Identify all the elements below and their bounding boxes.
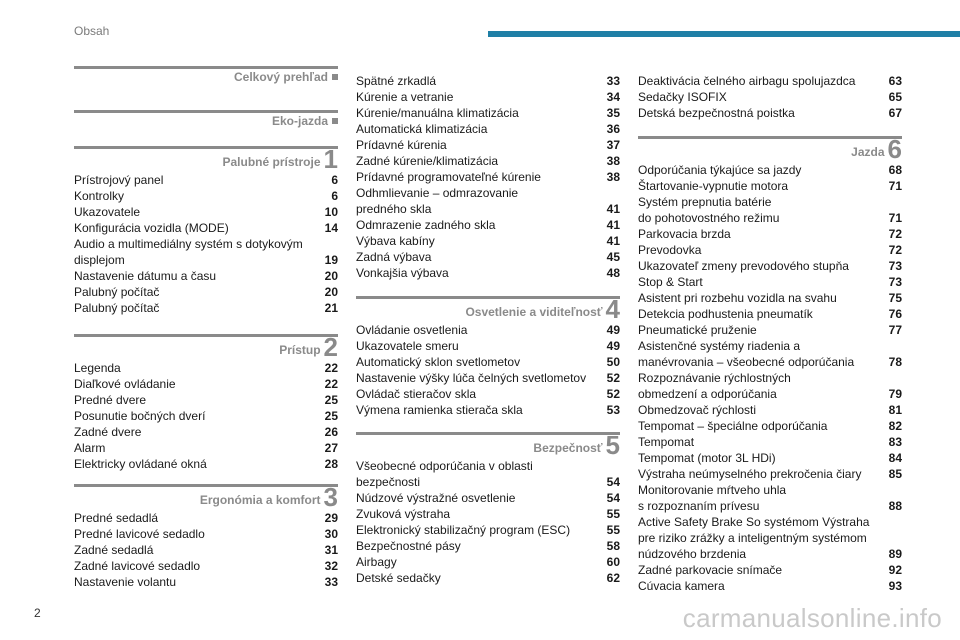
toc-entry-page: 65: [888, 90, 902, 104]
toc-entry-list: [356, 322, 620, 418]
toc-entry[interactable]: [638, 194, 902, 226]
toc-entry-page: 33: [606, 74, 620, 88]
toc-entry-label: Tempomat (motor 3L HDi): [638, 451, 776, 465]
toc-entry[interactable]: [74, 220, 338, 236]
toc-entry-page: 52: [606, 371, 620, 385]
toc-entry-label: Monitorovanie mŕtveho uhla s rozpoznaním prívesu: [638, 483, 787, 513]
toc-entry-label: Zadné lavicové sedadlo: [74, 559, 201, 573]
toc-entry-label: Spätné zrkadlá: [356, 74, 437, 88]
section-title: [465, 294, 620, 324]
toc-entry-page: 55: [606, 507, 620, 521]
toc-entry[interactable]: [356, 265, 620, 281]
toc-entry-page: 10: [324, 205, 338, 219]
toc-entry-page: 68: [888, 163, 902, 177]
toc-entry[interactable]: [638, 73, 902, 89]
toc-entry[interactable]: [356, 185, 620, 217]
section-heading: [74, 482, 338, 512]
toc-entry[interactable]: [74, 558, 338, 574]
toc-entry-page: 52: [606, 387, 620, 401]
toc-entry-page: 27: [324, 441, 338, 455]
section-number: 1: [323, 144, 338, 174]
toc-entry-label: Asistenčné systémy riadenia a manévrovania – všeobecné odporúčania: [638, 339, 855, 369]
toc-entry-label: Detská bezpečnostná poistka: [638, 106, 795, 120]
toc-entry-label: Zadné kúrenie/klimatizácia: [356, 154, 499, 168]
toc-entry[interactable]: [356, 506, 620, 522]
page-number: 2: [34, 606, 41, 620]
toc-entry-label: Konfigurácia vozidla (MODE): [74, 221, 229, 235]
toc-entry[interactable]: [74, 172, 338, 188]
toc-entry-page: 72: [888, 243, 902, 257]
toc-entry[interactable]: [356, 538, 620, 554]
toc-entry[interactable]: [74, 236, 338, 268]
toc-entry-label: Cúvacia kamera: [638, 579, 725, 593]
toc-entry[interactable]: [356, 570, 620, 586]
toc-entry[interactable]: [638, 434, 902, 450]
toc-entry-page: 28: [324, 457, 338, 471]
toc-entry[interactable]: [638, 178, 902, 194]
toc-entry-label: Audio a multimediálny systém s dotykovým displejom: [74, 237, 303, 267]
toc-entry-page: 78: [888, 355, 902, 369]
toc-entry[interactable]: [74, 204, 338, 220]
section-rule: [356, 296, 620, 299]
toc-entry[interactable]: [356, 554, 620, 570]
toc-entry-label: Odhmlievanie – odmrazovanie predného skla: [356, 186, 519, 216]
toc-entry-label: Odmrazenie zadného skla: [356, 218, 496, 232]
toc-entry-page: 49: [606, 339, 620, 353]
toc-entry-page: 22: [324, 361, 338, 375]
toc-entry[interactable]: [74, 456, 338, 472]
toc-entry[interactable]: [638, 338, 902, 370]
toc-entry-page: 67: [888, 106, 902, 120]
toc-entry-label: Tempomat: [638, 435, 695, 449]
toc-entry-page: 55: [606, 523, 620, 537]
toc-entry-page: 71: [888, 179, 902, 193]
section-number: 6: [887, 134, 902, 164]
toc-entry-label: Active Safety Brake So systémom Výstraha pre riziko zrážky a inteligentným systémom núdzového brzdenia: [638, 515, 870, 561]
toc-entry[interactable]: [356, 490, 620, 506]
toc-entry-label: Núdzové výstražné osvetlenie: [356, 491, 516, 505]
section-heading: [74, 332, 338, 362]
toc-entry[interactable]: [638, 226, 902, 242]
toc-entry[interactable]: [74, 300, 338, 316]
toc-entry[interactable]: [356, 522, 620, 538]
section-title: [272, 114, 338, 128]
toc-entry[interactable]: [356, 370, 620, 386]
toc-entry-page: 21: [324, 301, 338, 315]
toc-entry-page: 25: [324, 393, 338, 407]
toc-entry-label: Obmedzovač rýchlosti: [638, 403, 757, 417]
toc-entry[interactable]: [638, 450, 902, 466]
section-heading: [74, 144, 338, 174]
toc-entry-label: Ovládač stieračov skla: [356, 387, 477, 401]
toc-entry-page: 84: [888, 451, 902, 465]
section-heading: [74, 110, 338, 128]
toc-entry-label: Zadné parkovacie snímače: [638, 563, 783, 577]
toc-entry[interactable]: [638, 466, 902, 482]
toc-entry-page: 25: [324, 409, 338, 423]
toc-entry-label: Diaľkové ovládanie: [74, 377, 176, 391]
toc-entry-label: Elektricky ovládané okná: [74, 457, 207, 471]
toc-entry-page: 35: [606, 106, 620, 120]
toc-entry-page: 83: [888, 435, 902, 449]
toc-entry-label: Elektronický stabilizačný program (ESC): [356, 523, 571, 537]
toc-entry[interactable]: [638, 482, 902, 514]
toc-entry-label: Nastavenie výšky lúča čelných svetlometov: [356, 371, 587, 385]
section-title: [279, 332, 338, 362]
toc-entry[interactable]: [356, 121, 620, 137]
toc-entry-label: Legenda: [74, 361, 121, 375]
toc-entry-page: 37: [606, 138, 620, 152]
toc-entry-label: Nastavenie volantu: [74, 575, 177, 589]
toc-entry-page: 34: [606, 90, 620, 104]
section-title-text: Eko-jazda: [271, 114, 328, 128]
toc-entry[interactable]: [74, 268, 338, 284]
toc-entry[interactable]: [638, 162, 902, 178]
toc-entry-label: Tempomat – špeciálne odporúčania: [638, 419, 828, 433]
watermark: carmanualsonline.info: [682, 603, 942, 633]
toc-entry-list: [638, 73, 902, 121]
toc-entry[interactable]: [74, 542, 338, 558]
toc-entry[interactable]: [356, 249, 620, 265]
toc-entry-label: Pneumatické pruženie: [638, 323, 757, 337]
toc-entry-list: [74, 360, 338, 472]
toc-entry-list: [356, 458, 620, 586]
section-rule: [74, 66, 338, 69]
toc-entry-page: 73: [888, 275, 902, 289]
section-heading: [356, 294, 620, 324]
toc-entry[interactable]: [638, 258, 902, 274]
section-heading: [638, 134, 902, 164]
toc-entry[interactable]: [638, 105, 902, 121]
toc-entry[interactable]: [74, 360, 338, 376]
toc-entry[interactable]: [356, 322, 620, 338]
toc-entry-label: Ukazovatele smeru: [356, 339, 459, 353]
toc-entry-page: 54: [606, 475, 620, 489]
toc-entry-page: 89: [888, 547, 902, 561]
toc-entry[interactable]: [638, 89, 902, 105]
section-square-icon: [332, 118, 338, 124]
toc-entry-label: Odporúčania týkajúce sa jazdy: [638, 163, 802, 177]
toc-entry-page: 73: [888, 259, 902, 273]
toc-entry-label: Kontrolky: [74, 189, 125, 203]
toc-entry-label: Výstraha neúmyselného prekročenia čiary: [638, 467, 862, 481]
section-title-text: Prístup: [279, 343, 321, 357]
toc-entry-page: 29: [324, 511, 338, 525]
toc-entry-page: 41: [606, 202, 620, 216]
section-rule: [74, 484, 338, 487]
toc-entry-page: 92: [888, 563, 902, 577]
toc-entry-label: Posunutie bočných dverí: [74, 409, 206, 423]
section-title-text: Bezpečnosť: [533, 441, 603, 455]
toc-entry-label: Detské sedačky: [356, 571, 441, 585]
toc-entry-page: 19: [324, 253, 338, 267]
section-title: [851, 134, 902, 164]
toc-entry-list: [356, 73, 620, 281]
toc-entry[interactable]: [638, 274, 902, 290]
toc-entry-label: Zvuková výstraha: [356, 507, 451, 521]
toc-entry-page: 82: [888, 419, 902, 433]
page-header-title: Obsah: [74, 24, 110, 38]
toc-entry-page: 45: [606, 250, 620, 264]
toc-entry-label: Vonkajšia výbava: [356, 266, 449, 280]
toc-entry[interactable]: [356, 137, 620, 153]
toc-entry[interactable]: [356, 217, 620, 233]
toc-entry-page: 53: [606, 403, 620, 417]
toc-entry-label: Stop & Start: [638, 275, 703, 289]
toc-entry[interactable]: [356, 233, 620, 249]
toc-entry-label: Detekcia podhustenia pneumatík: [638, 307, 813, 321]
toc-entry[interactable]: [74, 408, 338, 424]
toc-entry[interactable]: [74, 510, 338, 526]
toc-entry[interactable]: [638, 562, 902, 578]
toc-entry[interactable]: [356, 89, 620, 105]
toc-entry-label: Všeobecné odporúčania v oblasti bezpečnosti: [356, 459, 533, 489]
section-heading: [74, 66, 338, 84]
toc-entry-page: 60: [606, 555, 620, 569]
section-number: 4: [605, 294, 620, 324]
toc-entry-page: 50: [606, 355, 620, 369]
section-title-text: Ergonómia a komfort: [199, 493, 321, 507]
toc-entry-page: 31: [324, 543, 338, 557]
toc-entry-page: 88: [888, 499, 902, 513]
toc-entry[interactable]: [356, 354, 620, 370]
toc-entry-page: 63: [888, 74, 902, 88]
toc-entry-page: 6: [331, 173, 338, 187]
section-title-text: Celkový prehľad: [234, 70, 328, 84]
toc-entry-page: 81: [888, 403, 902, 417]
toc-entry-label: Ukazovatele: [74, 205, 141, 219]
toc-entry-page: 79: [888, 387, 902, 401]
toc-entry-page: 38: [606, 154, 620, 168]
toc-entry[interactable]: [74, 440, 338, 456]
toc-entry-page: 77: [888, 323, 902, 337]
toc-entry-label: Výmena ramienka stierača skla: [356, 403, 523, 417]
toc-entry-page: 58: [606, 539, 620, 553]
toc-entry[interactable]: [74, 526, 338, 542]
toc-entry[interactable]: [74, 574, 338, 590]
toc-entry-label: Palubný počítač: [74, 285, 160, 299]
toc-entry-page: 14: [324, 221, 338, 235]
section-number: 5: [605, 430, 620, 460]
toc-entry-label: Prístrojový panel: [74, 173, 164, 187]
toc-entry[interactable]: [356, 105, 620, 121]
toc-entry-label: Ukazovateľ zmeny prevodového stupňa: [638, 259, 849, 273]
toc-entry[interactable]: [638, 402, 902, 418]
toc-entry-label: Airbagy: [356, 555, 397, 569]
toc-entry-label: Prídavné programovateľné kúrenie: [356, 170, 541, 184]
toc-entry-page: 20: [324, 269, 338, 283]
toc-entry-page: 6: [331, 189, 338, 203]
section-title: [234, 70, 338, 84]
toc-entry-label: Predné dvere: [74, 393, 147, 407]
toc-entry-page: 30: [324, 527, 338, 541]
toc-entry-label: Zadné dvere: [74, 425, 142, 439]
section-rule: [638, 136, 902, 139]
toc-entry[interactable]: [638, 322, 902, 338]
toc-entry-page: 85: [888, 467, 902, 481]
section-rule: [356, 432, 620, 435]
toc-entry[interactable]: [356, 402, 620, 418]
section-rule: [74, 110, 338, 113]
toc-entry-label: Kúrenie/manuálna klimatizácia: [356, 106, 519, 120]
toc-entry-page: 22: [324, 377, 338, 391]
toc-entry-page: 33: [324, 575, 338, 589]
toc-entry-page: 26: [324, 425, 338, 439]
section-rule: [74, 334, 338, 337]
section-square-icon: [332, 74, 338, 80]
toc-entry-label: Zadná výbava: [356, 250, 432, 264]
toc-entry[interactable]: [356, 458, 620, 490]
toc-entry-label: Prídavné kúrenia: [356, 138, 447, 152]
toc-entry-page: 72: [888, 227, 902, 241]
toc-entry[interactable]: [74, 188, 338, 204]
section-number: 2: [323, 332, 338, 362]
toc-entry[interactable]: [74, 284, 338, 300]
toc-entry-page: 48: [606, 266, 620, 280]
toc-entry-label: Ovládanie osvetlenia: [356, 323, 468, 337]
section-title: [199, 482, 338, 512]
toc-entry[interactable]: [356, 386, 620, 402]
toc-entry-page: 62: [606, 571, 620, 585]
header-accent-bar: [488, 31, 960, 37]
section-title-text: Jazda: [851, 145, 885, 159]
toc-entry-list: [74, 510, 338, 590]
toc-entry[interactable]: [638, 242, 902, 258]
toc-entry-page: 20: [324, 285, 338, 299]
toc-entry[interactable]: [638, 370, 902, 402]
toc-entry-page: 54: [606, 491, 620, 505]
toc-entry-label: Automatický sklon svetlometov: [356, 355, 521, 369]
section-title-text: Osvetlenie a viditeľnosť: [465, 305, 603, 319]
toc-entry[interactable]: [356, 338, 620, 354]
toc-entry-label: Asistent pri rozbehu vozidla na svahu: [638, 291, 837, 305]
toc-entry-label: Automatická klimatizácia: [356, 122, 488, 136]
toc-entry-label: Štartovanie-vypnutie motora: [638, 179, 789, 193]
toc-entry[interactable]: [74, 424, 338, 440]
toc-entry[interactable]: [638, 290, 902, 306]
toc-entry[interactable]: [356, 169, 620, 185]
toc-entry-label: Bezpečnostné pásy: [356, 539, 461, 553]
toc-entry-page: 38: [606, 170, 620, 184]
toc-entry-list: [74, 172, 338, 316]
toc-entry-label: Výbava kabíny: [356, 234, 435, 248]
toc-entry[interactable]: [356, 73, 620, 89]
toc-entry[interactable]: [638, 306, 902, 322]
section-title: [533, 430, 620, 460]
toc-entry-label: Rozpoznávanie rýchlostných obmedzení a odporúčania: [638, 371, 791, 401]
toc-entry-page: 32: [324, 559, 338, 573]
toc-entry-page: 76: [888, 307, 902, 321]
toc-entry-page: 49: [606, 323, 620, 337]
toc-entry-page: 75: [888, 291, 902, 305]
toc-entry[interactable]: [638, 514, 902, 562]
toc-entry-page: 36: [606, 122, 620, 136]
toc-entry-page: 71: [888, 211, 902, 225]
toc-entry[interactable]: [356, 153, 620, 169]
toc-entry[interactable]: [638, 418, 902, 434]
toc-entry-label: Predné lavicové sedadlo: [74, 527, 205, 541]
toc-entry[interactable]: [74, 392, 338, 408]
section-rule: [74, 146, 338, 149]
toc-entry-page: 93: [888, 579, 902, 593]
toc-entry[interactable]: [638, 578, 902, 594]
toc-entry-page: 41: [606, 234, 620, 248]
toc-entry-label: Alarm: [74, 441, 106, 455]
toc-entry-list: [638, 162, 902, 594]
toc-entry-label: Systém prepnutia batérie do pohotovostného režimu: [638, 195, 780, 225]
toc-entry[interactable]: [74, 376, 338, 392]
toc-entry-label: Palubný počítač: [74, 301, 160, 315]
toc-entry-page: 41: [606, 218, 620, 232]
section-heading: [356, 430, 620, 460]
section-number: 3: [323, 482, 338, 512]
toc-entry-label: Deaktivácia čelného airbagu spolujazdca: [638, 74, 856, 88]
section-title-text: Palubné prístroje: [222, 155, 321, 169]
toc-entry-label: Kúrenie a vetranie: [356, 90, 454, 104]
toc-entry-label: Predné sedadlá: [74, 511, 159, 525]
toc-entry-label: Parkovacia brzda: [638, 227, 731, 241]
section-title: [222, 144, 339, 174]
toc-entry-label: Nastavenie dátumu a času: [74, 269, 217, 283]
toc-entry-label: Zadné sedadlá: [74, 543, 154, 557]
toc-entry-label: Sedačky ISOFIX: [638, 90, 727, 104]
toc-entry-label: Prevodovka: [638, 243, 702, 257]
